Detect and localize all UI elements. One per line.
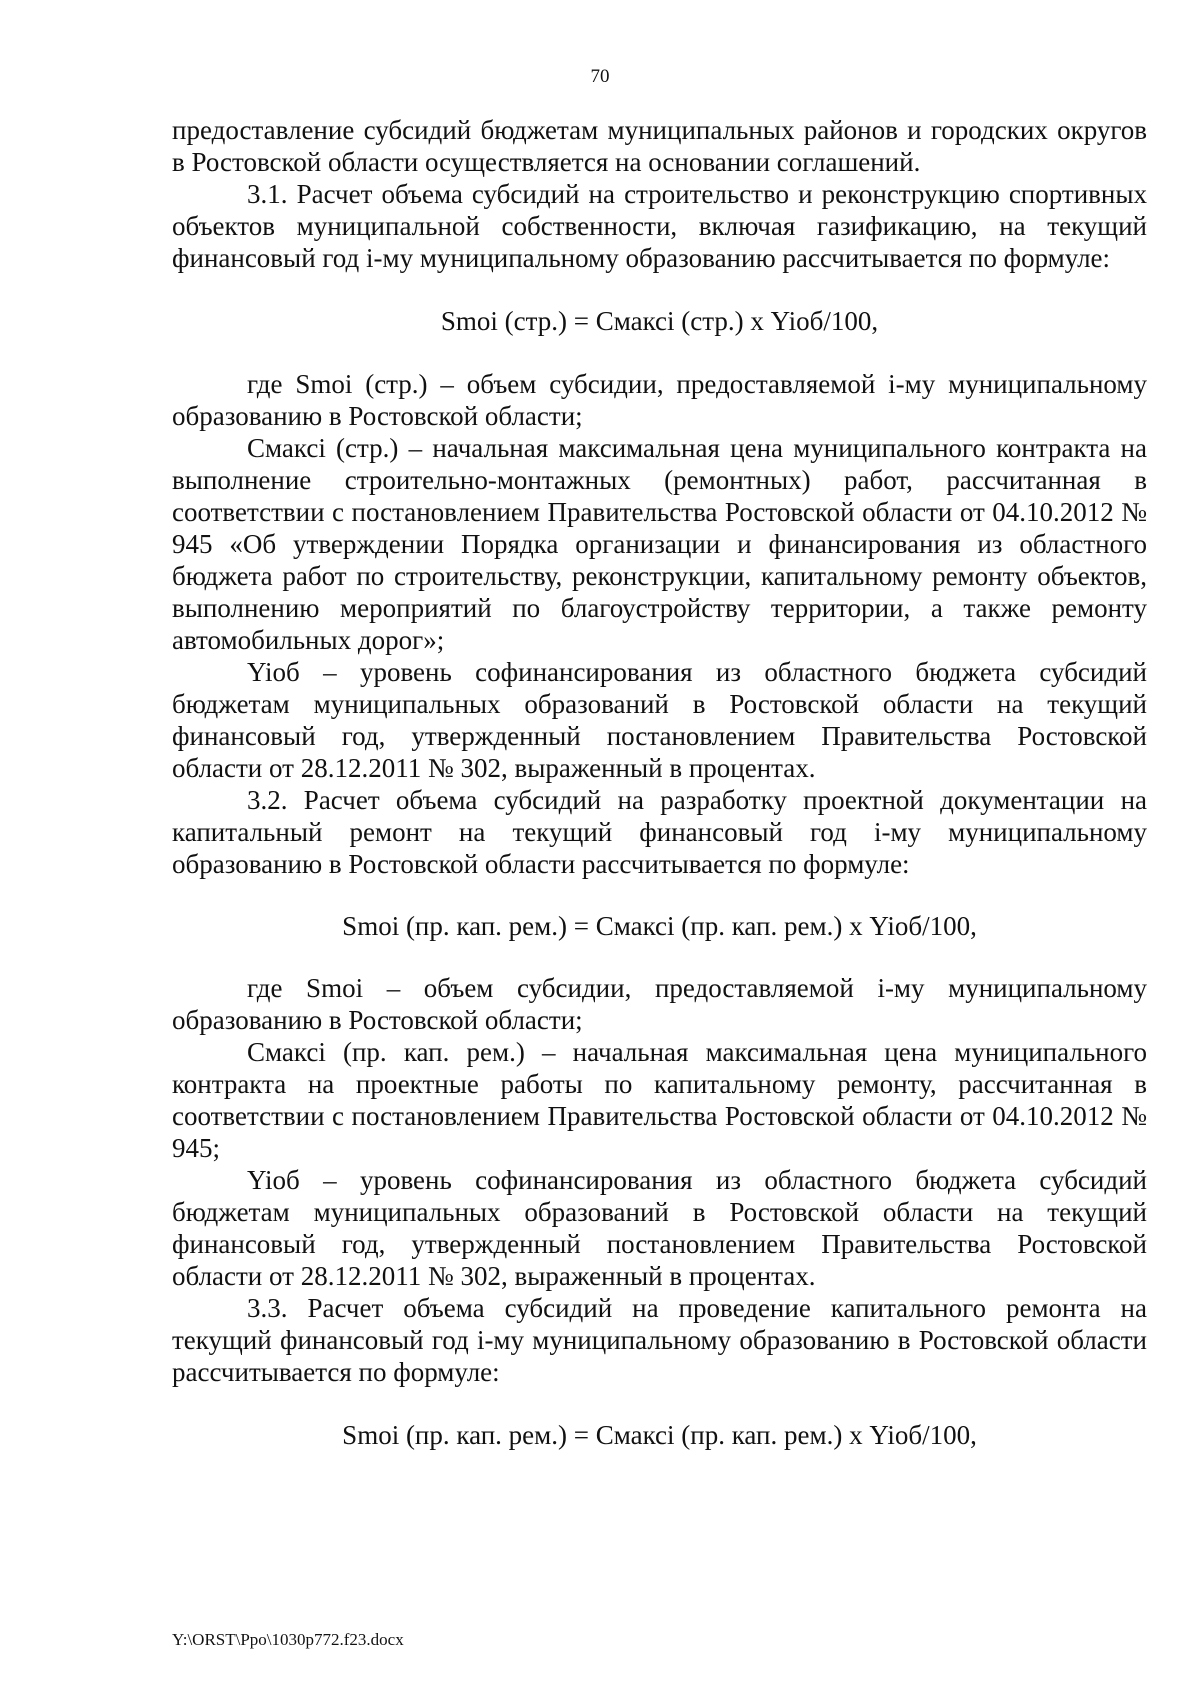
paragraph-3-3: 3.3. Расчет объема субсидий на проведение капитального ремонта на текущий финансовый год i-му муниципальному образованию в Ростовской области рассчитывается по формуле: xyxy=(172,1293,1147,1387)
paragraph-definition-yiob: Yioб – уровень софинансирования из областного бюджета субсидий бюджетам муниципальных образований в Ростовской области на текущий финансовый год, утвержденный постановлением Правительства Ростовской области от 28.12.2011 № 302, выраженный в процентах. xyxy=(172,657,1147,783)
paragraph-3-2: 3.2. Расчет объема субсидий на разработку проектной документации на капитальный ремонт на текущий финансовый год i-му муниципальному образованию в Ростовской области рассчитывается по формуле: xyxy=(172,785,1147,879)
page-number: 70 xyxy=(590,66,610,87)
paragraph-3-1: 3.1. Расчет объема субсидий на строительство и реконструкцию спортивных объектов муниципальной собственности, включая газификацию, на текущий финансовый год i-му муниципальному образованию рассчитывается по формуле: xyxy=(172,179,1147,273)
formula-capital-repair: Smoi (пр. кап. рем.) = Смаксi (пр. кап. рем.) х Yioб/100, xyxy=(342,1420,977,1450)
paragraph-definition-smoi: где Smoi (стр.) – объем субсидии, предоставляемой i-му муниципальному образованию в Ростовской области; xyxy=(172,369,1147,431)
document-body xyxy=(172,114,1147,1451)
file-path-footer: Y:\ORST\Ppo\1030p772.f23.docx xyxy=(172,1630,404,1649)
paragraph-definition-smax: Смаксi (стр.) – начальная максимальная цена муниципального контракта на выполнение строительно-монтажных (ремонтных) работ, рассчитанная в соответствии с постановлением Правительства Ростовской области от 04.10.2012 № 945 «Об утверждении Порядка организации и финансирования из областного бюджета работ по строительству, реконструкции, капитальному ремонту объектов, выполнению мероприятий по благоустройству территории, а также ремонту автомобильных дорог»; xyxy=(172,433,1147,655)
formula-construction: Smoi (стр.) = Смаксi (стр.) х Yioб/100, xyxy=(440,306,879,336)
paragraph-definition-smax-2: Смаксi (пр. кап. рем.) – начальная максимальная цена муниципального контракта на проектные работы по капитальному ремонту, рассчитанная в соответствии с постановлением Правительства Ростовской области от 04.10.2012 № 945; xyxy=(172,1037,1147,1163)
paragraph-definition-smoi-2: где Smoi – объем субсидии, предоставляемой i-му муниципальному образованию в Ростовской области; xyxy=(172,973,1147,1035)
formula-design-docs: Smoi (пр. кап. рем.) = Смаксi (пр. кап. рем.) х Yioб/100, xyxy=(342,911,977,941)
paragraph-definition-yiob-2: Yioб – уровень софинансирования из областного бюджета субсидий бюджетам муниципальных образований в Ростовской области на текущий финансовый год, утвержденный постановлением Правительства Ростовской области от 28.12.2011 № 302, выраженный в процентах. xyxy=(172,1165,1147,1291)
paragraph-continuation: предоставление субсидий бюджетам муниципальных районов и городских округов в Ростовской области осуществляется на основании соглашений. xyxy=(172,115,1147,177)
